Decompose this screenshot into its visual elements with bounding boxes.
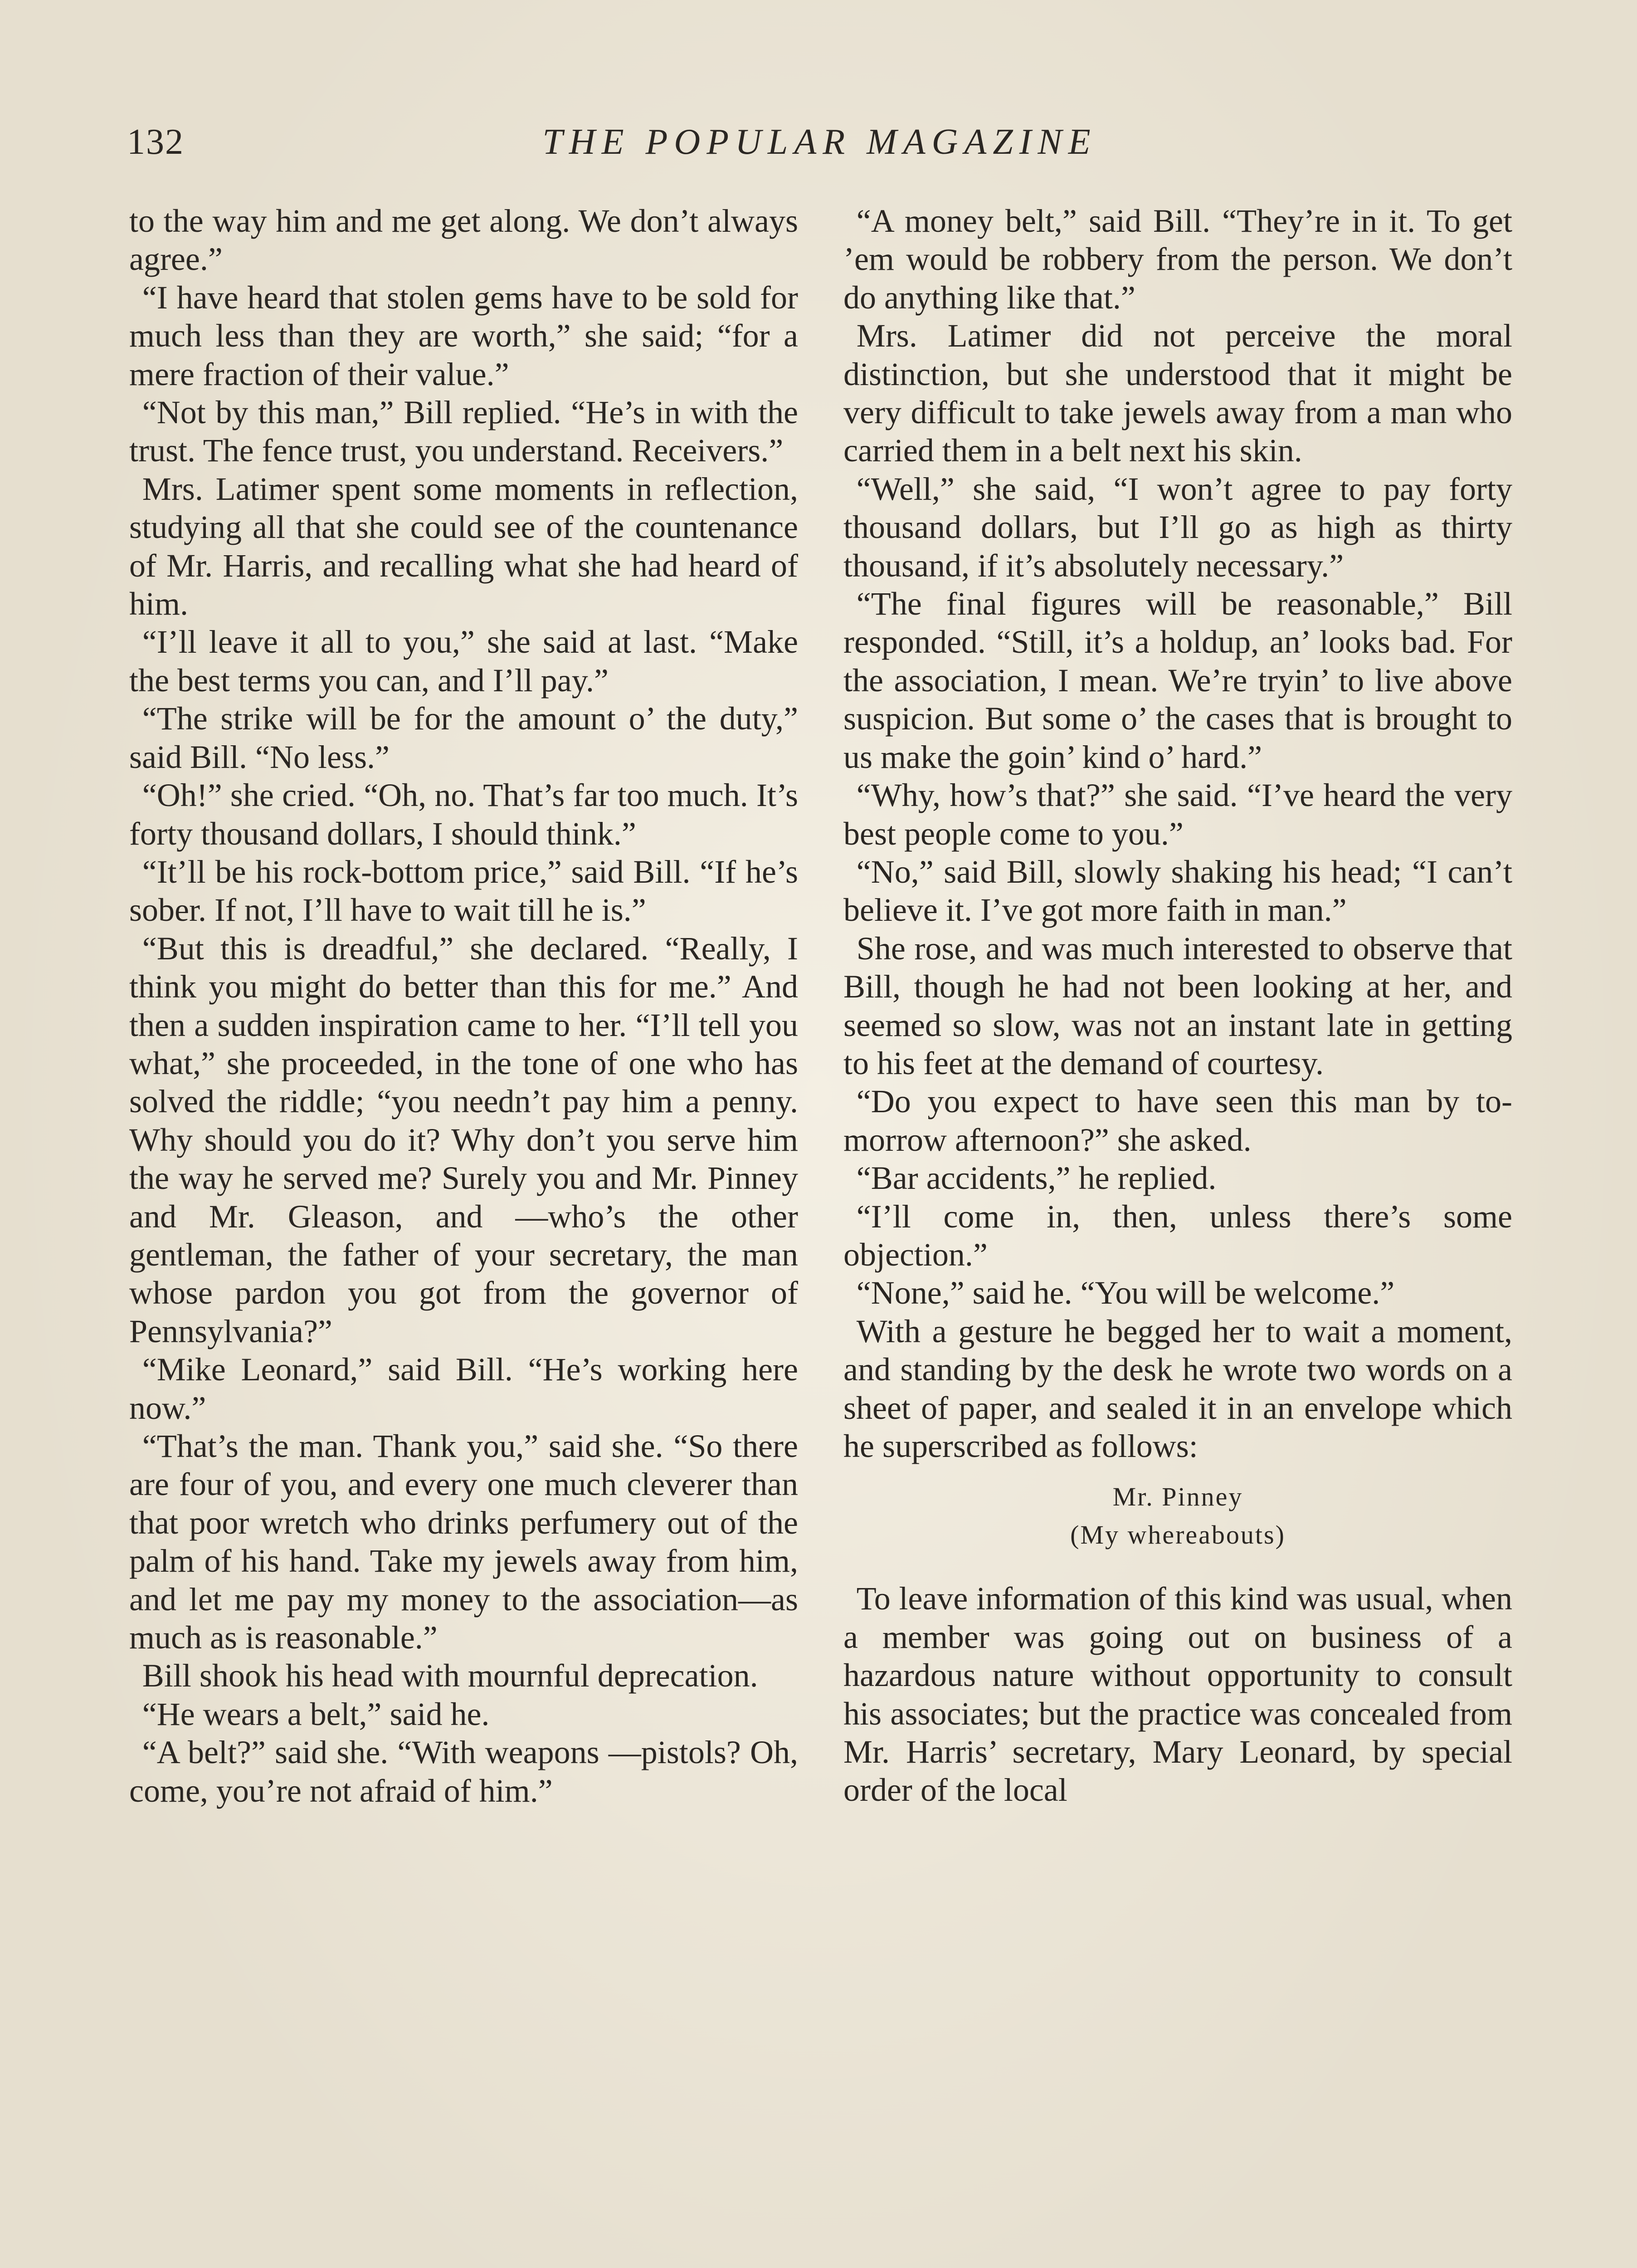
- paragraph: To leave information of this kind was usual, when a member was going out on business of a hazardous nature without opportunity to consult his associates; but the practice was concealed from Mr. Harris’ secretary, Mary Leonard, by special order of the local: [843, 1580, 1512, 1809]
- paragraph: “The final figures will be reasonable,” Bill responded. “Still, it’s a holdup, an’ looks bad. For the association, I mean. We’re tryin’ to live above suspicion. But some o’ the cases that is brought to us make the goin’ kind o’ hard.”: [843, 586, 1512, 775]
- page-number: 132: [127, 122, 184, 162]
- paragraph: “I have heard that stolen gems have to be sold for much less than they are worth,” she said; “for a mere fraction of their value.”: [129, 279, 798, 392]
- paragraph: “It’ll be his rock-bottom price,” said Bill. “If he’s sober. If not, I’ll have to wait till he is.”: [129, 853, 798, 929]
- paragraph: “A money belt,” said Bill. “They’re in it. To get ’em would be robbery from the person. We don’t do anything like that.”: [843, 203, 1512, 316]
- paragraph: Mrs. Latimer spent some moments in reflection, studying all that she could see of the countenance of Mr. Harris, and recalling what she had heard of him.: [129, 470, 798, 622]
- address-line: (My whereabouts): [1070, 1520, 1286, 1550]
- address-line: Mr. Pinney: [1112, 1482, 1243, 1512]
- paragraph: With a gesture he begged her to wait a moment, and standing by the desk he wrote two words on a sheet of paper, and sealed it in an envelope which he superscribed as follows:: [843, 1313, 1512, 1464]
- paragraph: “Why, how’s that?” she said. “I’ve heard the very best people come to you.”: [843, 777, 1512, 852]
- paragraph: “Mike Leonard,” said Bill. “He’s working here now.”: [129, 1351, 798, 1426]
- paragraph: “That’s the man. Thank you,” said she. “So there are four of you, and every one much cleverer than that poor wretch who drinks perfumery out of the palm of his hand. Take my jewels away from him, and let me pay my money to the association—as much as is reasonable.”: [129, 1428, 798, 1656]
- page-header: [127, 122, 1512, 185]
- paragraph: “Well,” she said, “I won’t agree to pay forty thousand dollars, but I’ll go as high as thirty thousand, if it’s absolutely necessary.”: [843, 470, 1512, 584]
- paragraph: to the way him and me get along. We don’t always agree.”: [129, 203, 798, 278]
- right-column: [843, 202, 1512, 1809]
- left-column: [129, 202, 798, 1810]
- paragraph: “No,” said Bill, slowly shaking his head; “I can’t believe it. I’ve got more faith in man.”: [843, 853, 1512, 929]
- paragraph: She rose, and was much interested to observe that Bill, though he had not been looking at her, and seemed so slow, was not an instant late in getting to his feet at the demand of courtesy.: [843, 930, 1512, 1081]
- paragraph: “Bar accidents,” he replied.: [856, 1160, 1217, 1197]
- paragraph: “I’ll come in, then, unless there’s some objection.”: [843, 1198, 1512, 1273]
- paragraph: “A belt?” said she. “With weapons —pistols? Oh, come, you’re not afraid of him.”: [129, 1734, 798, 1809]
- paragraph: “Oh!” she cried. “Oh, no. That’s far too much. It’s forty thousand dollars, I should think.”: [129, 777, 798, 852]
- paragraph: “Not by this man,” Bill replied. “He’s in with the trust. The fence trust, you understand. Receivers.”: [129, 394, 798, 469]
- paragraph: “But this is dreadful,” she declared. “Really, I think you might do better than this for me.” And then a sudden inspiration came to her. “I’ll tell you what,” she proceeded, in the tone of one who has solved the riddle; “you needn’t pay him a penny. Why should you do it? Why don’t you serve him the way he served me? Surely you and Mr. Pinney and Mr. Gleason, and —who’s the other gentleman, the father of your secretary, the man whose pardon you got from the governor of Pennsylvania?”: [129, 930, 798, 1349]
- paragraph: “He wears a belt,” said he.: [142, 1696, 490, 1732]
- paragraph: “I’ll leave it all to you,” she said at last. “Make the best terms you can, and I’ll pay.”: [129, 624, 798, 699]
- paragraph: Mrs. Latimer did not perceive the moral distinction, but she understood that it might be very difficult to take jewels away from a man who carried them in a belt next his skin.: [843, 318, 1512, 469]
- running-title: THE POPULAR MAGAZINE: [542, 122, 1097, 162]
- paragraph: “The strike will be for the amount o’ the duty,” said Bill. “No less.”: [129, 700, 798, 775]
- envelope-address: [843, 1478, 1512, 1554]
- paragraph: “None,” said he. “You will be welcome.”: [856, 1275, 1395, 1311]
- paragraph: Bill shook his head with mournful deprecation.: [142, 1657, 758, 1694]
- paragraph: “Do you expect to have seen this man by to-morrow afternoon?” she asked.: [843, 1083, 1512, 1158]
